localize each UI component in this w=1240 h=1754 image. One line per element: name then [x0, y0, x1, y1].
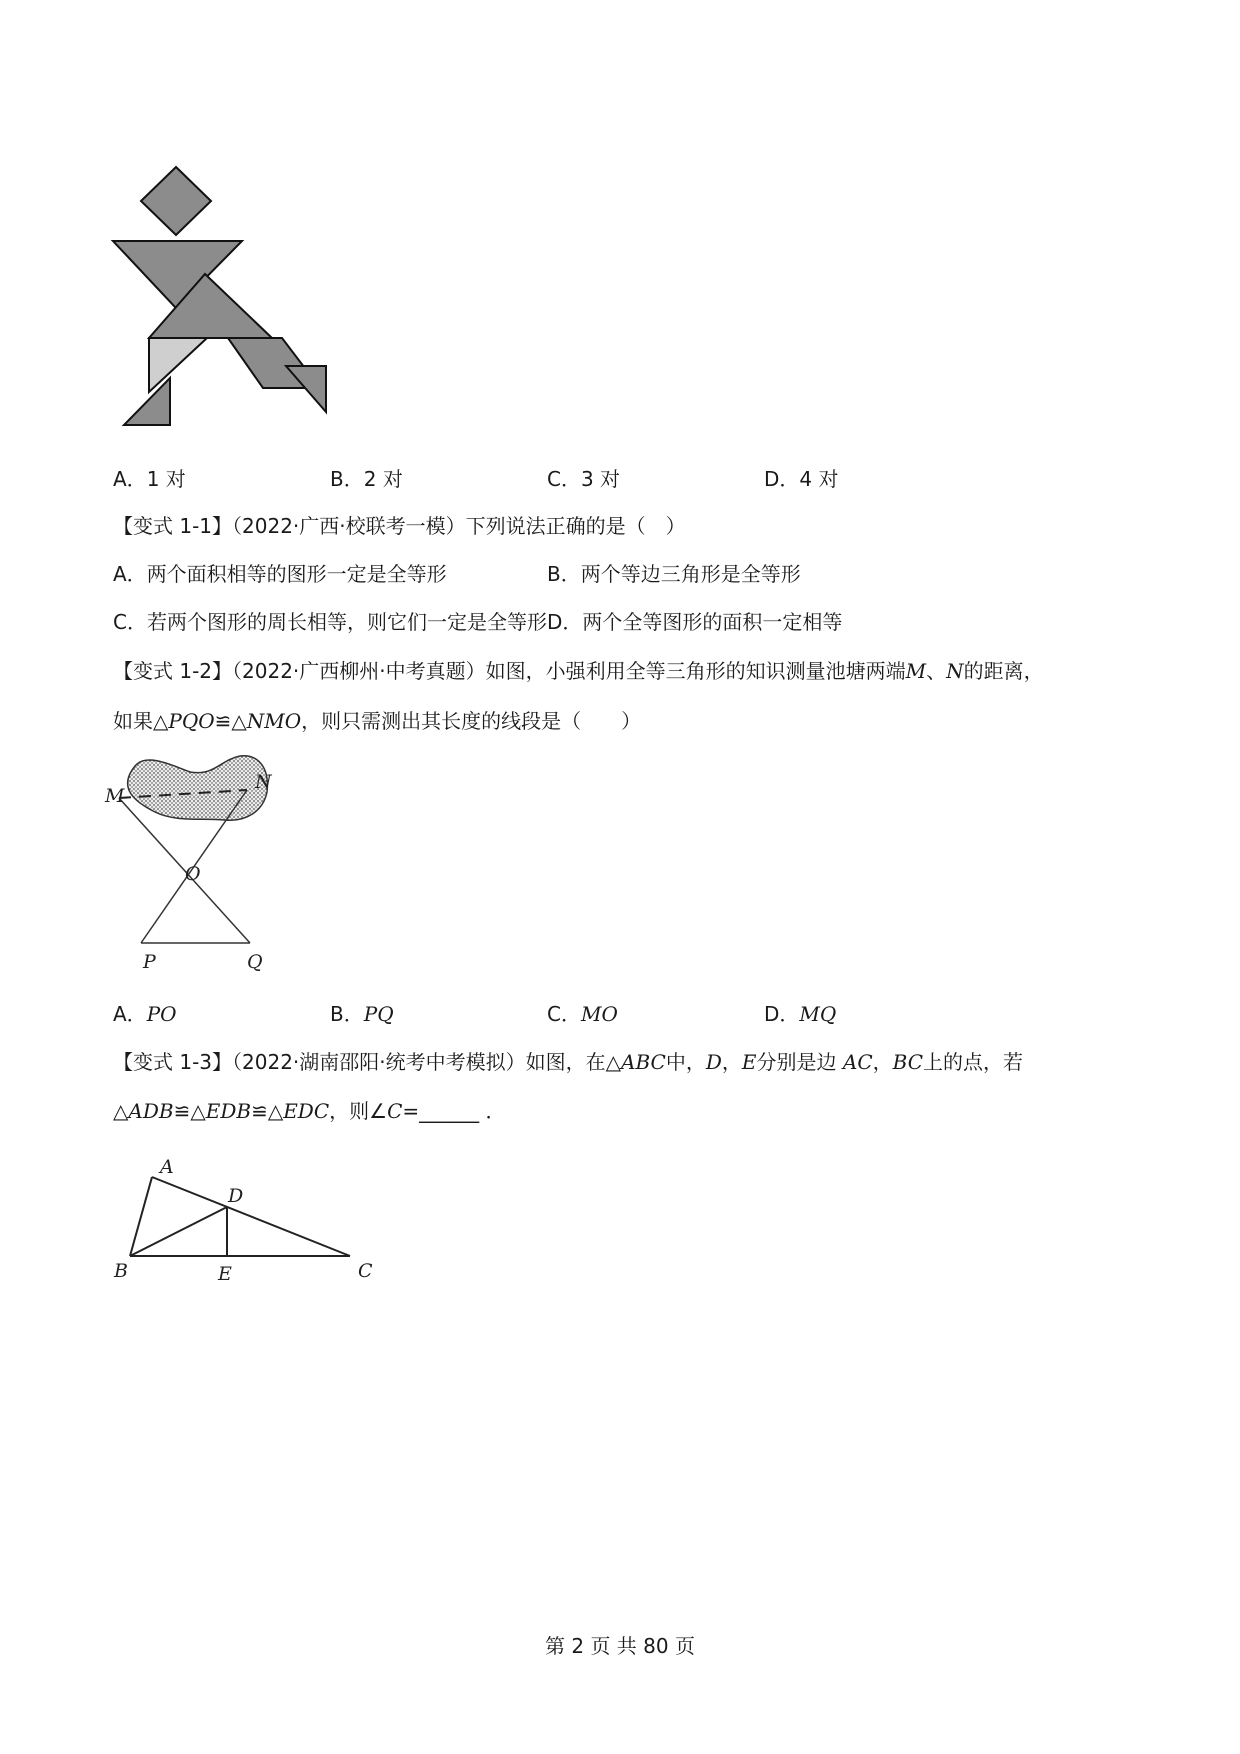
- v2-option-b: B．PQ: [330, 1002, 394, 1026]
- source: （2022·湖南邵阳·统考中考模拟）: [232, 1050, 526, 1074]
- source: （2022·广西·校联考一模）: [232, 514, 466, 538]
- label-m: M: [105, 785, 125, 807]
- variant-tag: 【变式 1-3】: [113, 1050, 233, 1074]
- variant-tag: 【变式 1-1】: [113, 514, 233, 538]
- segment-ab: [130, 1177, 152, 1256]
- v1-option-b: B．两个等边三角形是全等形: [547, 562, 801, 586]
- variant-1-2-stem-line2: 如果△PQO≌△NMO，则只需测出其长度的线段是（ ）: [113, 709, 642, 733]
- label-n: N: [255, 771, 272, 793]
- label-a: A: [160, 1156, 174, 1178]
- variant-1-3-stem-line2: △ADB≌△EDB≌△EDC，则∠C=______ ．: [113, 1099, 506, 1123]
- label-o: O: [185, 863, 201, 885]
- triangle-figure: [110, 1155, 380, 1305]
- tangram-leg-dark-triangle: [124, 378, 170, 425]
- prev-option-a: A．1 对: [113, 467, 186, 491]
- label-d: D: [228, 1185, 244, 1207]
- v2-option-c: C．MO: [547, 1002, 618, 1026]
- v2-option-a: A．PO: [113, 1002, 177, 1026]
- tangram-leg-light-triangle: [149, 338, 207, 392]
- tangram-figure: [120, 160, 360, 430]
- pond-shape: [128, 756, 268, 820]
- variant-1-1-stem: 【变式 1-1】（2022·广西·校联考一模）下列说法正确的是（ ）: [113, 514, 686, 538]
- segment-bd: [130, 1207, 227, 1256]
- v2-option-d: D．MQ: [764, 1002, 837, 1026]
- prev-option-c: C．3 对: [547, 467, 621, 491]
- label-q: Q: [247, 951, 263, 973]
- variant-1-3-stem-line1: 【变式 1-3】（2022·湖南邵阳·统考中考模拟）如图，在△ABC中，D，E分别是边 AC，BC上的点，若: [113, 1050, 1024, 1074]
- pond-figure: [105, 752, 305, 982]
- v1-option-d: D．两个全等图形的面积一定相等: [547, 610, 843, 634]
- label-c: C: [358, 1260, 373, 1282]
- variant-1-2-stem-line1: 【变式 1-2】（2022·广西柳州·中考真题）如图，小强利用全等三角形的知识测量池塘两端M、N的距离，: [113, 659, 1044, 683]
- tangram-head-square: [141, 167, 211, 235]
- variant-tag: 【变式 1-2】: [113, 659, 233, 683]
- label-e: E: [218, 1263, 232, 1285]
- prev-option-b: B．2 对: [330, 467, 403, 491]
- source: （2022·广西柳州·中考真题）: [232, 659, 486, 683]
- v1-option-c: C．若两个图形的周长相等，则它们一定是全等形: [113, 610, 547, 634]
- prev-option-d: D．4 对: [764, 467, 839, 491]
- v1-option-a: A．两个面积相等的图形一定是全等形: [113, 562, 447, 586]
- label-p: P: [143, 951, 156, 973]
- page-footer: 第 2 页 共 80 页: [545, 1634, 695, 1658]
- label-b: B: [114, 1260, 128, 1282]
- segment-ac: [152, 1177, 350, 1256]
